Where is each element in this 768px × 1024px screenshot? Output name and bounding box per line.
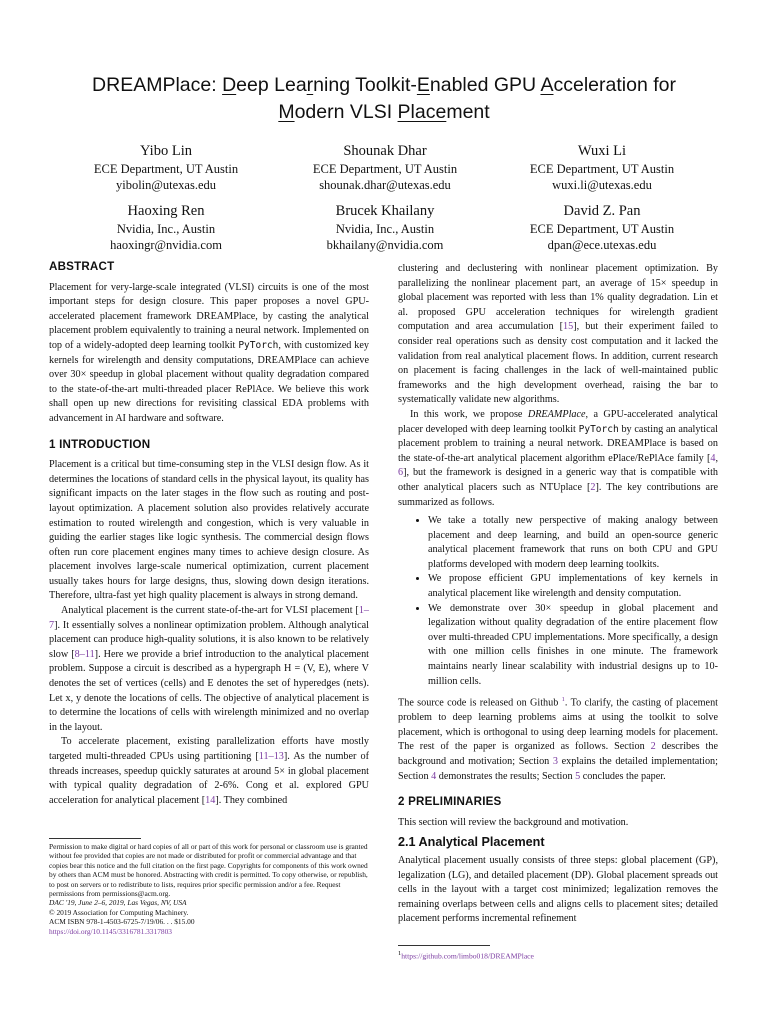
author-email[interactable]: haoxingr@nvidia.com [110, 238, 222, 252]
pytorch-code: PyTorch [238, 339, 279, 351]
doi-link[interactable]: https://doi.org/10.1145/3316781.3317803 [49, 926, 172, 936]
author-name: Yibo Lin [140, 143, 192, 159]
author-affiliation: Nvidia, Inc., Austin [335, 222, 435, 236]
right-column [398, 262, 718, 927]
footnote [398, 949, 718, 962]
conference-info: DAC '19, June 2–6, 2019, Las Vegas, NV, USA [49, 898, 187, 908]
author-block [497, 142, 707, 193]
subsection-2-1-heading: 2.1 Analytical Placement [398, 835, 545, 850]
author-affiliation: Nvidia, Inc., Austin [116, 222, 216, 236]
title-line-2: Modern VLSI Placement [278, 101, 490, 123]
author-email[interactable]: shounak.dhar@utexas.edu [319, 178, 451, 192]
author-name: Shounak Dhar [343, 143, 427, 159]
author-affiliation: ECE Department, UT Austin [529, 222, 675, 236]
footnote-divider [49, 838, 141, 839]
section-2-intro: This section will review the background and motivation. [398, 816, 629, 828]
section-1-heading: 1 INTRODUCTION [49, 437, 151, 451]
title-line-1: DREAMPlace: Deep Learning Toolkit-Enabled GPU Acceleration for [92, 74, 676, 96]
author-name: David Z. Pan [563, 203, 641, 219]
section-link[interactable]: 5 [575, 770, 581, 782]
author-affiliation: ECE Department, UT Austin [312, 162, 458, 176]
intro-paragraph-3: To accelerate placement, existing parallelization efforts have mostly targeted multi-threaded CPUs using partitioning [11–13]. As the number of threads increases, speedup quickly saturates at around 5× in global placement with typical quality degradation of 2-6%. Cong et al. explored GPU acceleration for analytical placement [14]. They combined [49, 736, 369, 806]
citation-link[interactable]: 6 [398, 467, 404, 479]
citation-link[interactable]: 15 [563, 321, 574, 333]
pytorch-code: PyTorch [578, 423, 619, 435]
author-affiliation: ECE Department, UT Austin [93, 162, 239, 176]
intro-paragraph-2: Analytical placement is the current state-of-the-art for VLSI placement [1–7]. It essentially solves a nonlinear optimization problem. Although analytical placement can produce high-quality solutions, it is also known to be relatively slow [8–11]. Here we provide a brief introduction to the analytical placement problem. Suppose a circuit is described as a hypergraph H = (V, E), where V denotes the set of vertices (cells) and E denotes the set of hyperedges (nets). Let x, y denote the locations of cells. The objective of analytical placement is to determine the locations of cells with wirelength minimized and no overlap in the layout. [49, 605, 370, 733]
author-block [61, 202, 271, 253]
author-block [280, 142, 490, 193]
abstract-heading: ABSTRACT [49, 260, 115, 273]
contributions-list [398, 514, 718, 689]
footnote-mark[interactable]: 1 [561, 696, 565, 704]
paper-title [30, 72, 738, 126]
list-item: • We demonstrate over 30× speedup in global placement and legalization without quality degradation of the entire placement flow over multi-threaded CPU implementations. More specifically, a design with one million cells finishes in one minute. The framework maintains nearly linear scalability with industrial designs up to 10-million cells. [428, 602, 718, 690]
section-link[interactable]: 4 [431, 770, 437, 782]
author-email[interactable]: bkhailany@nvidia.com [326, 238, 444, 252]
author-email[interactable]: yibolin@utexas.edu [115, 178, 217, 192]
author-name: Wuxi Li [577, 143, 627, 159]
author-email[interactable]: dpan@ece.utexas.edu [547, 238, 657, 252]
intro-paragraph-1: Placement is a critical but time-consuming step in the VLSI design flow. As it determines the locations of standard cells in the physical layout, its quality has significant impacts on the later stages in the flow such as routing and post-layout optimization. A placement solution also provides relatively accurate estimation to routed wirelength and congestion, which is very valuable in guiding the earlier stages like logic synthesis. The commercial design flows often run core placement engines many times to achieve design closure. As placement involves large-scale numerical optimization, current placement usually takes hours for large designs, thus, slowing down design iterations. Therefore, ultra-fast yet high quality placement is always in strong demand. [49, 459, 369, 602]
section-link[interactable]: 3 [552, 755, 558, 767]
right-paragraph-1: clustering and declustering with nonlinear placement optimization. By parallelizing the nonlinear placement part, an average of 15× speedup in global placement was reported with less than 1% quality degradation. Lin et al. proposed GPU acceleration techniques for wirelength gradient computation and area accumulation [15], but their experiment failed to consider real operations such as density cost computation and it lacked the validation from real analytical placement flows. In addition, current research on placement is facing challenges in the lack of well-maintained public frameworks and the high development overhead, raising the bar to systematically validate new algorithms. [398, 263, 718, 406]
citation-link[interactable]: 11–13 [258, 751, 284, 762]
left-column [49, 260, 369, 808]
footnote-divider [398, 945, 490, 946]
author-block [497, 202, 707, 253]
author-block [280, 202, 490, 253]
copyright-line: © 2019 Association for Computing Machinery. [49, 907, 189, 917]
footnote-mark: 1 [398, 950, 402, 957]
author-email[interactable]: wuxi.li@utexas.edu [552, 178, 652, 192]
citation-link[interactable]: 1–7 [49, 605, 369, 631]
isbn-line: ACM ISBN 978-1-4503-6725-7/19/06. . . $15.00 [49, 917, 195, 927]
section-2-heading: 2 PRELIMINARIES [398, 795, 502, 809]
citation-link[interactable]: 4 [710, 452, 716, 464]
author-name: Brucek Khailany [335, 203, 435, 219]
right-paragraph-3: The source code is released on Github $^1$. To clarify, the casting of placement problem to deep learning problems aims at using the toolkit to solve placement, which is orthogonal to using deep learning models for placement. The rest of the paper is organized as follows. Section 2 describes the background and motivation; Section 3 explains the detailed implementation; Section 4 demonstrates the results; Section 5 concludes the paper. [398, 696, 719, 782]
permission-text: Permission to make digital or hard copies of all or part of this work for personal or classroom use is granted without fee provided that copies are not made or distributed for profit or commercial advantage and that copies bear this notice and the full citation on the first page. Copyrights for components of this work owned by others than ACM must be honored. Abstracting with credit is permitted. To copy otherwise, or republish, to post on servers or to redistribute to lists, requires prior specific permission and/or a fee. Request permissions from permissions@acm.org. [49, 842, 368, 899]
subsection-2-1-text: Analytical placement usually consists of three steps: global placement (GP), legalization (LG), and detailed placement (DP). Global placement spreads out cells in the layout with a target cost minimized; legalization removes the remaining overlaps between cells and aligns cells to placement sites; detailed placement performs incremental refinement [398, 854, 718, 925]
author-affiliation: ECE Department, UT Austin [529, 162, 675, 176]
citation-link[interactable]: 2 [590, 481, 596, 493]
citation-link[interactable]: 14 [205, 794, 216, 806]
citation-link[interactable]: 8–11 [74, 648, 95, 660]
section-link[interactable]: 2 [650, 741, 656, 753]
right-paragraph-2: In this work, we propose DREAMPlace, a GPU-accelerated analytical placer developed with deep learning toolkit PyTorch by casting an analytical placement problem to training a neural network. DREAMPlace is based on the state-of-the-art analytical placement algorithm ePlace/RePlAce family [4, 6], but the framework is designed in a generic way that is compatible with other analytical placers such as NTUplace [2]. The key contributions are summarized as follows. [398, 408, 718, 508]
permission-notice [49, 842, 369, 936]
author-block [61, 142, 271, 193]
abstract-text: Placement for very-large-scale integrated (VLSI) circuits is one of the most important steps for design closure. This paper proposes a novel GPU-accelerated placement framework DREAMPlace, by casting the analytical placement problem equivalently to training a neural network. Implemented on top of a widely-adopted deep learning toolkit PyTorch, with customized key kernels for wirelength and density computations, DREAMPlace can achieve over 30× speedup in global placement without quality degradation compared to the state-of-the-art multi-threaded placer RePlAce. We believe this work shall open up new directions for revisiting classical EDA problems with advancement in AI hardware and software. [49, 281, 369, 424]
author-name: Haoxing Ren [127, 203, 205, 219]
list-item: • We propose efficient GPU implementations of key kernels in analytical placement like wirelength and density computation. [428, 572, 718, 601]
github-link[interactable]: https://github.com/limbo018/DREAMPlace [401, 951, 534, 961]
list-item: • We take a totally new perspective of making analogy between placement and deep learning, and build an open-source generic analytical placement framework that runs on both CPU and GPU platforms developed with modern deep learning toolkits. [428, 514, 718, 572]
